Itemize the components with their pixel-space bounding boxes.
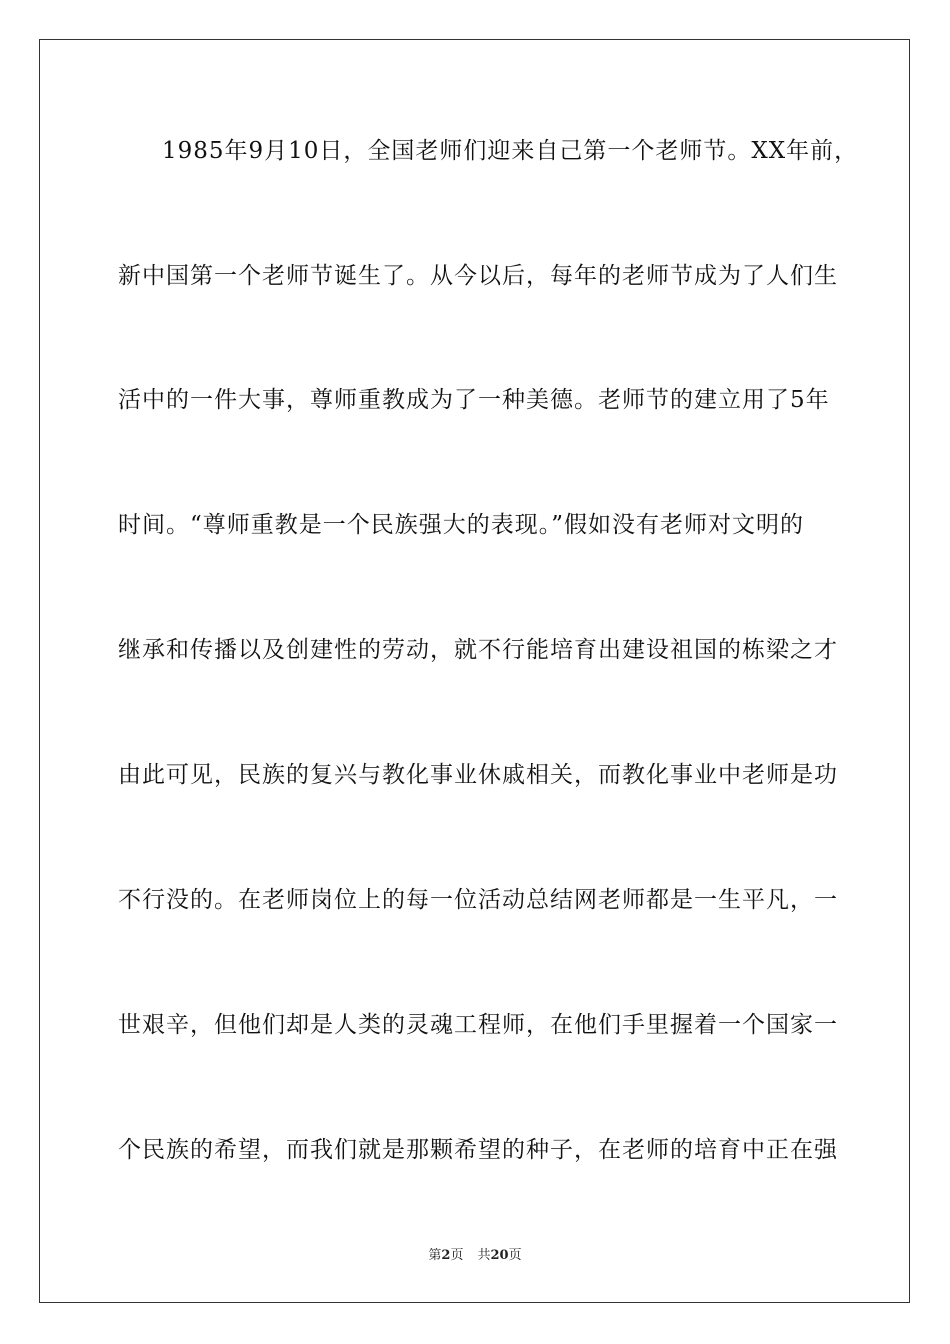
page-suffix: 页: [450, 1248, 464, 1263]
page-prefix: 第: [428, 1248, 442, 1263]
body-line-4: 时间。“尊师重教是一个民族强大的表现。”假如没有老师对文明的: [118, 512, 805, 538]
total-page-count: 20: [490, 1248, 509, 1263]
body-line-2: 新中国第一个老师节诞生了。从今以后，每年的老师节成为了人们生: [118, 263, 838, 289]
body-line-1: 1985年9月10日，全国老师们迎来自己第一个老师节。XX年前，: [162, 138, 859, 164]
body-line-8: 世艰辛，但他们却是人类的灵魂工程师，在他们手里握着一个国家一: [118, 1012, 838, 1038]
total-suffix: 页: [508, 1248, 522, 1263]
page-border: [39, 39, 910, 1303]
body-line-3: 活中的一件大事，尊师重教成为了一种美德。老师节的建立用了5年: [118, 387, 830, 413]
page-footer: [0, 1247, 950, 1265]
current-page-number: 2: [441, 1248, 451, 1263]
body-line-5: 继承和传播以及创建性的劳动，就不行能培育出建设祖国的栋梁之才: [118, 637, 838, 663]
body-line-9: 个民族的希望，而我们就是那颗希望的种子，在老师的培育中正在强: [118, 1137, 838, 1163]
total-prefix: 共: [477, 1248, 491, 1263]
body-line-7: 不行没的。在老师岗位上的每一位活动总结网老师都是一生平凡，一: [118, 887, 838, 913]
body-line-6: 由此可见，民族的复兴与教化事业休戚相关，而教化事业中老师是功: [118, 762, 838, 788]
